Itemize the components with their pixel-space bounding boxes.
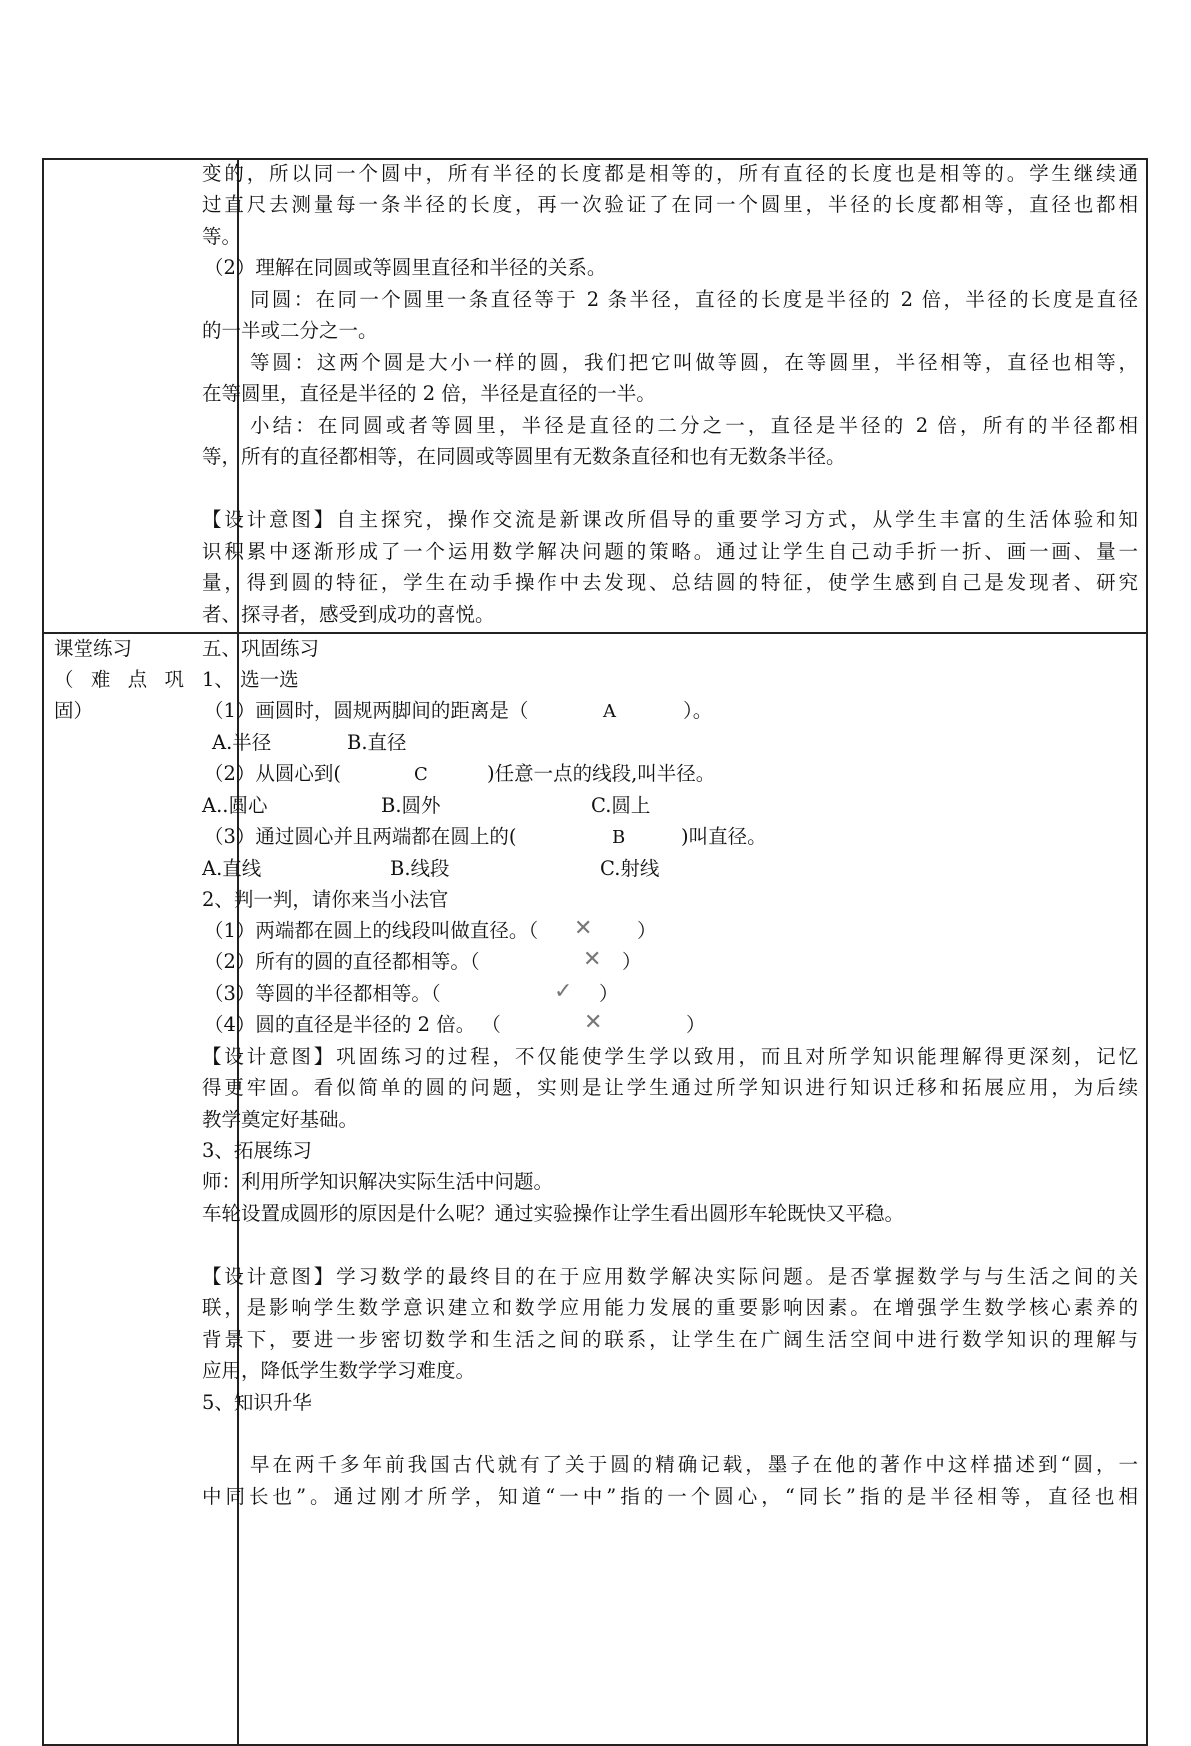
cross-icon: ✕ xyxy=(584,1010,603,1035)
design-intent-line: 【设计意图】自主探究，操作交流是新课改所倡导的重要学习方式，从学生丰富的生活体验和知 xyxy=(202,508,1138,531)
judgement-text: （4）圆的直径是半径的 2 倍。 （ xyxy=(204,1013,501,1036)
design-intent-line: 教学奠定好基础。 xyxy=(202,1108,359,1131)
design-intent-line: 应用，降低学生数学学习难度。 xyxy=(202,1359,476,1382)
design-intent-line: 联，是影响学生数学意识建立和数学应用能力发展的重要影响因素。在增强学生数学核心素养的 xyxy=(202,1296,1138,1319)
question-text: （2）从圆心到( xyxy=(204,762,342,785)
subheading: 5、知识升华 xyxy=(202,1391,312,1414)
answer-value: B xyxy=(612,827,626,848)
text-line: 师：利用所学知识解决实际生活中问题。 xyxy=(202,1170,554,1193)
text-line: 等。 xyxy=(202,225,242,248)
subheading: 1、 选一选 xyxy=(202,668,299,691)
subheading: （2）理解在同圆或等圆里直径和半径的关系。 xyxy=(204,256,607,279)
text-line: 中同长也”。通过刚才所学，知道“一中”指的一个圆心，“同长”指的是半径相等，直径也相 xyxy=(202,1485,1138,1508)
judgement-text: （1）两端都在圆上的线段叫做直径。（ xyxy=(204,919,539,942)
check-icon: ✓ xyxy=(554,979,573,1004)
judgement-close: ） xyxy=(637,919,657,942)
subheading: 2、判一判，请你来当小法官 xyxy=(202,888,449,911)
option: C.圆上 xyxy=(591,794,651,817)
section-heading: 五、巩固练习 xyxy=(202,637,320,660)
option: B.直径 xyxy=(347,731,407,754)
judgement-text: （3）等圆的半径都相等。（ xyxy=(204,982,441,1005)
text-line: 等圆：这两个圆是大小一样的圆，我们把它叫做等圆，在等圆里，半径相等，直径也相等， xyxy=(250,351,1138,374)
text-line: 等，所有的直径都相等，在同圆或等圆里有无数条直径和也有无数条半径。 xyxy=(202,445,846,468)
text-line: 变的，所以同一个圆中，所有半径的长度都是相等的，所有直径的长度也是相等的。学生继续通 xyxy=(202,162,1138,185)
question-close: )任意一点的线段,叫半径。 xyxy=(487,762,716,785)
design-intent-line: 识积累中逐渐形成了一个运用数学解决问题的策略。通过让学生自己动手折一折、画一画、量一 xyxy=(202,540,1138,563)
question-close: ）。 xyxy=(683,699,713,722)
question-text: （3）通过圆心并且两端都在圆上的( xyxy=(204,825,517,848)
text-line: 过直尺去测量每一条半径的长度，再一次验证了在同一个圆里，半径的长度都相等，直径也都相 xyxy=(202,193,1138,216)
text-line: 早在两千多年前我国古代就有了关于圆的精确记载，墨子在他的著作中这样描述到“圆，一 xyxy=(250,1453,1138,1476)
option: A..圆心 xyxy=(202,794,268,817)
option: A.直线 xyxy=(202,857,262,880)
option: A.半径 xyxy=(212,731,272,754)
option: C.射线 xyxy=(600,857,660,880)
design-intent-line: 者、探寻者，感受到成功的喜悦。 xyxy=(202,603,495,626)
design-intent-line: 【设计意图】学习数学的最终目的在于应用数学解决实际问题。是否掌握数学与与生活之间的关 xyxy=(202,1265,1138,1288)
text-line: 小结：在同圆或者等圆里，半径是直径的二分之一，直径是半径的 2 倍，所有的半径都相 xyxy=(250,414,1138,437)
judgement-close: ） xyxy=(599,982,619,1005)
section-label: （ 难 点 巩 xyxy=(54,668,184,691)
design-intent-line: 得更牢固。看似简单的圆的问题，实则是让学生通过所学知识进行知识迁移和拓展应用，为后续 xyxy=(202,1076,1138,1099)
option: B.线段 xyxy=(390,857,450,880)
cross-icon: ✕ xyxy=(583,947,602,972)
design-intent-line: 量，得到圆的特征，学生在动手操作中去发现、总结圆的特征，使学生感到自己是发现者、研究 xyxy=(202,571,1138,594)
answer-value: C xyxy=(414,764,428,785)
option: B.圆外 xyxy=(381,794,441,817)
design-intent-line: 背景下，要进一步密切数学和生活之间的联系，让学生在广阔生活空间中进行数学知识的理解与 xyxy=(202,1328,1138,1351)
judgement-close: ） xyxy=(686,1013,706,1036)
judgement-text: （2）所有的圆的直径都相等。（ xyxy=(204,950,480,973)
answer-value: A xyxy=(603,701,616,722)
question-close: )叫直径。 xyxy=(681,825,767,848)
text-line: 的一半或二分之一。 xyxy=(202,319,378,342)
design-intent-line: 【设计意图】巩固练习的过程，不仅能使学生学以致用，而且对所学知识能理解得更深刻，记忆 xyxy=(202,1045,1138,1068)
question-text: （1）画圆时，圆规两脚间的距离是（ xyxy=(204,699,529,722)
subheading: 3、拓展练习 xyxy=(202,1139,312,1162)
text-line: 同圆：在同一个圆里一条直径等于 2 条半径，直径的长度是半径的 2 倍，半径的长度是直径 xyxy=(250,288,1138,311)
section-label: 课堂练习 xyxy=(54,637,133,660)
text-line: 在等圆里，直径是半径的 2 倍，半径是直径的一半。 xyxy=(202,382,656,405)
cross-icon: ✕ xyxy=(574,916,593,941)
judgement-close: ） xyxy=(622,950,642,973)
row-divider xyxy=(44,632,1146,634)
section-label: 固） xyxy=(54,699,94,722)
text-line: 车轮设置成圆形的原因是什么呢？通过实验操作让学生看出圆形车轮既快又平稳。 xyxy=(202,1202,905,1225)
